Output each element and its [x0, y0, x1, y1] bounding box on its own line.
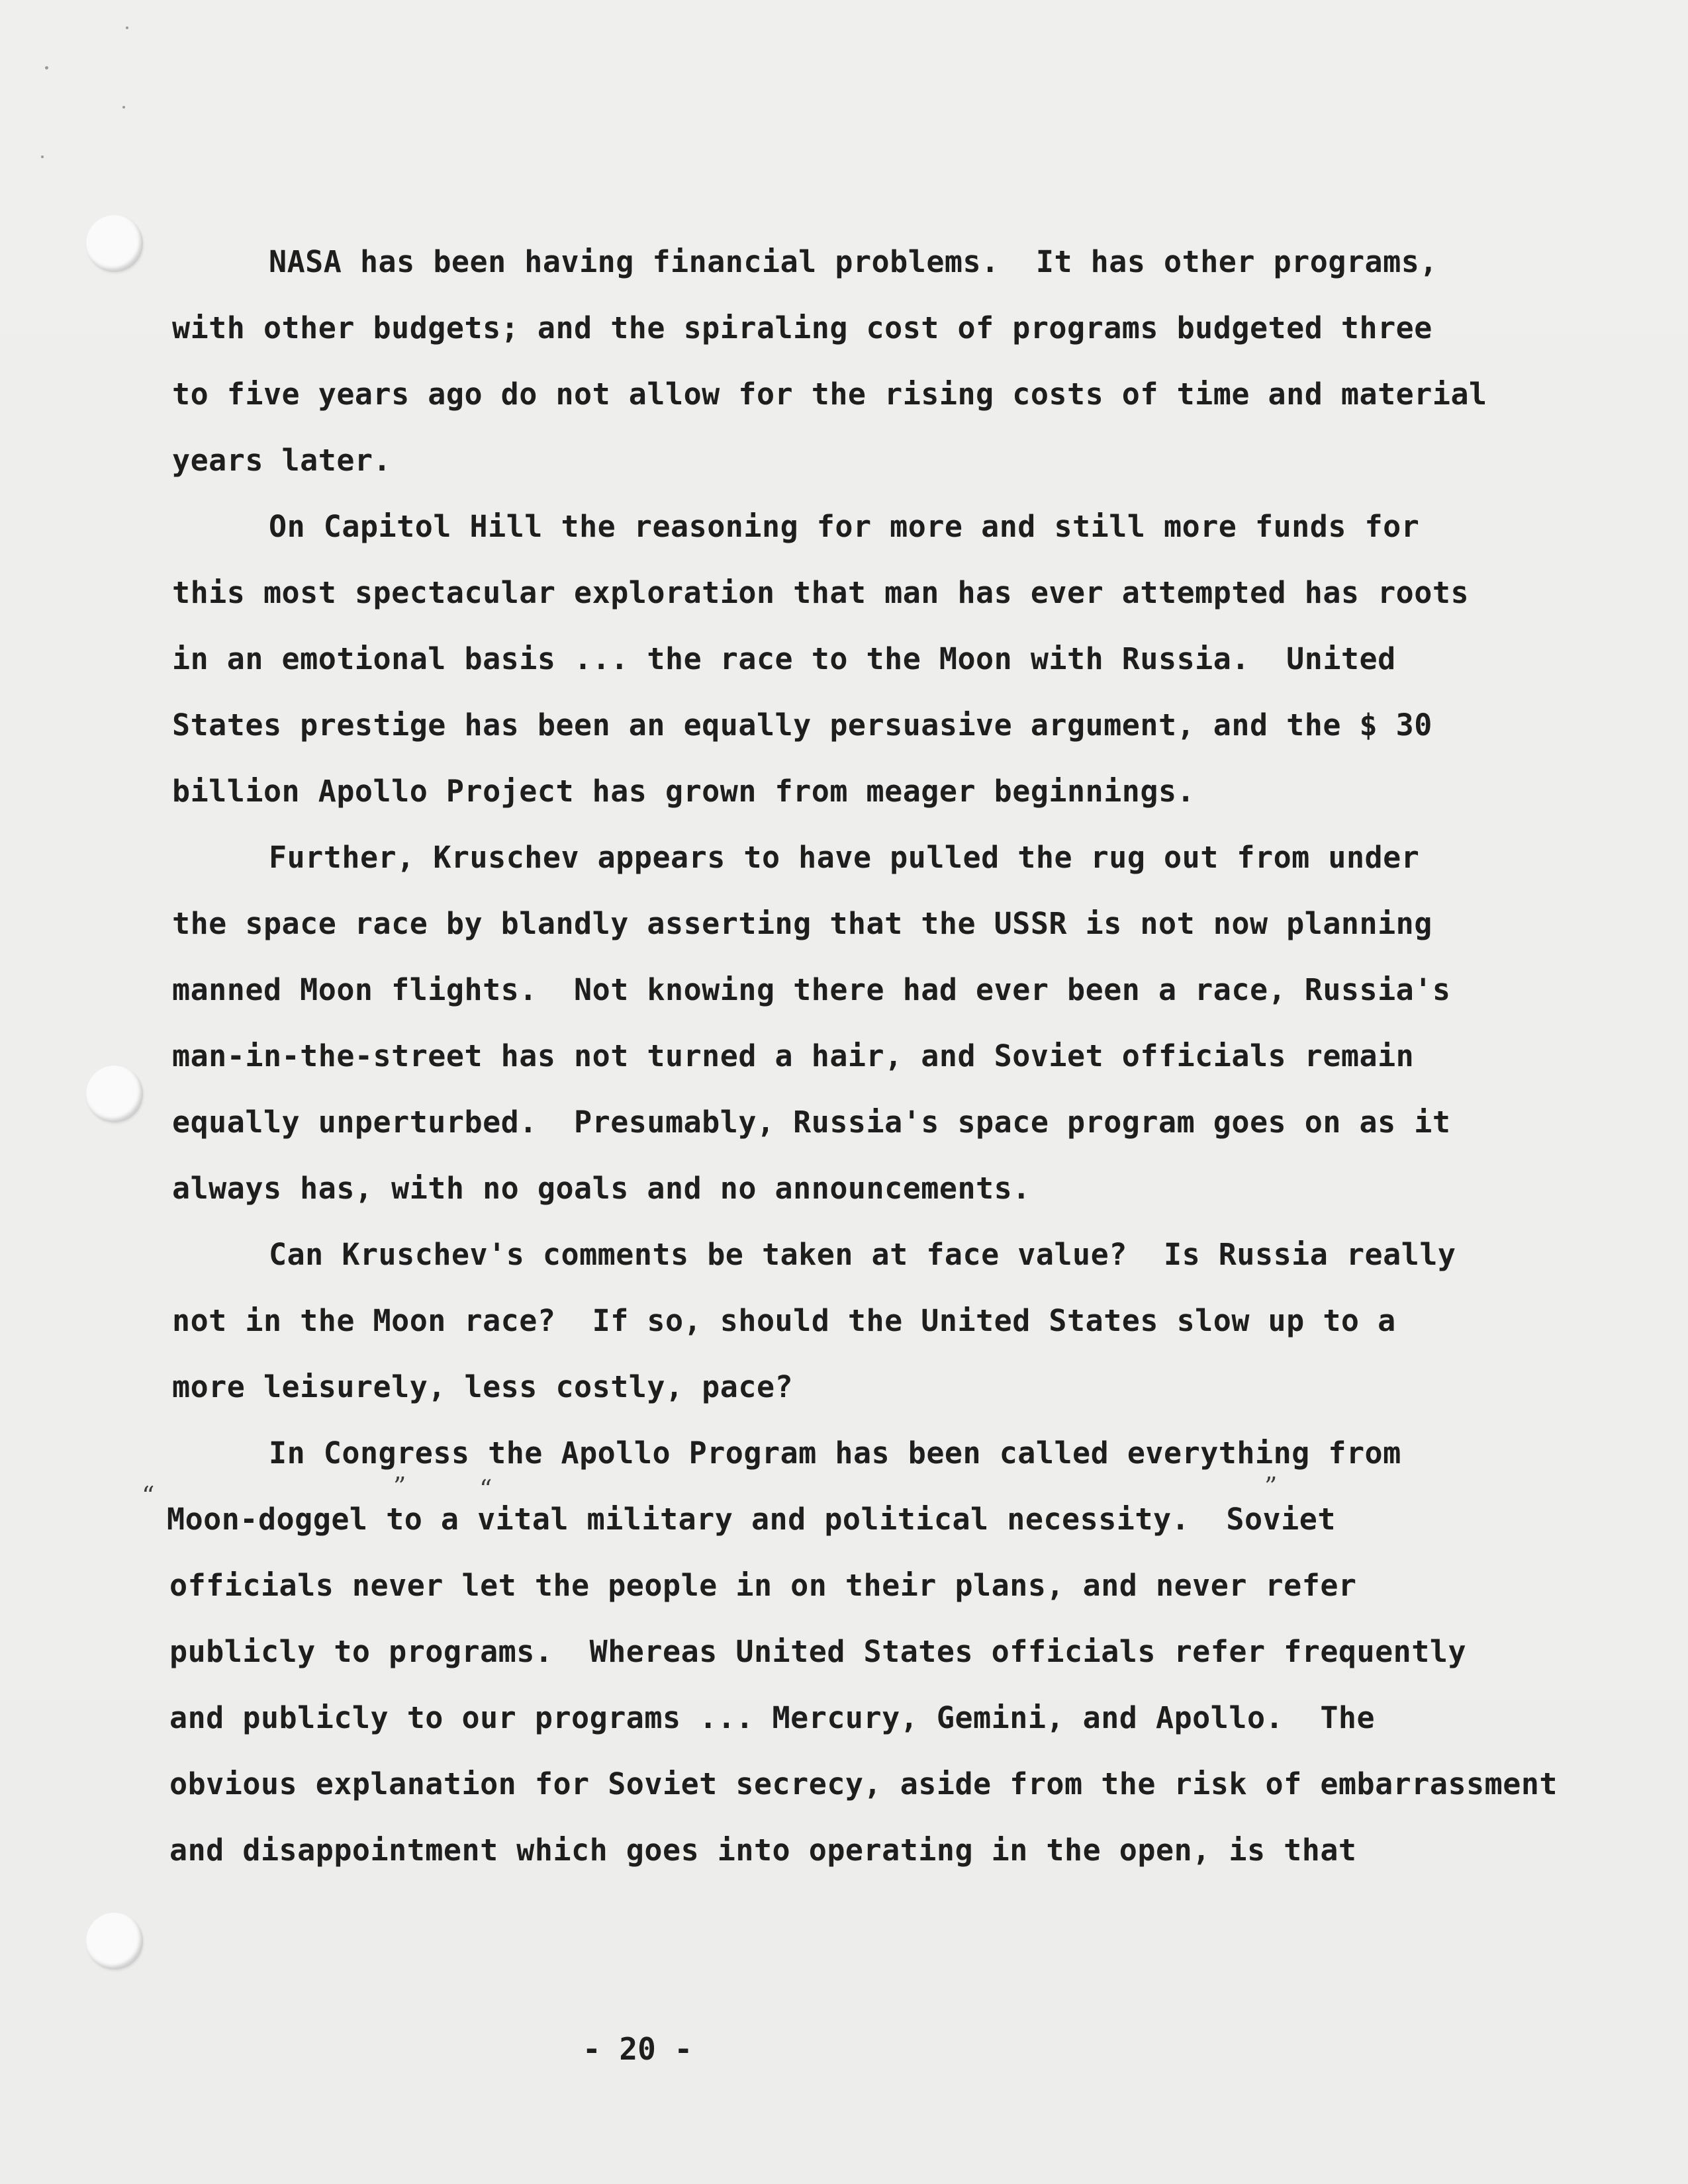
text-line: officials never let the people in on their plans, and never refer — [169, 1568, 1357, 1603]
text-line: years later. — [172, 443, 392, 478]
text-line: obvious explanation for Soviet secrecy, aside from the risk of embarrassment — [169, 1766, 1558, 1801]
punch-hole — [86, 1066, 143, 1122]
text-line: States prestige has been an equally persuasive argument, and the $ 30 — [172, 707, 1432, 743]
text-line: On Capitol Hill the reasoning for more and still more funds for — [269, 509, 1420, 544]
text-line: Further, Kruschev appears to have pulled the rug out from under — [269, 840, 1420, 875]
text-line: equally unperturbed. Presumably, Russia's space program goes on as it — [172, 1105, 1451, 1140]
text-line: this most spectacular exploration that man has ever attempted has roots — [172, 575, 1470, 610]
text-line: not in the Moon race? If so, should the United States slow up to a — [172, 1303, 1396, 1338]
handwritten-quote-mark: “ — [479, 1475, 492, 1504]
scan-speck — [45, 66, 48, 69]
text-line: to five years ago do not allow for the rising costs of time and material — [172, 377, 1487, 412]
text-line: in an emotional basis ... the race to the Moon with Russia. United — [172, 641, 1396, 676]
text-line: and disappointment which goes into operating in the open, is that — [169, 1833, 1357, 1868]
punch-hole — [86, 1913, 143, 1970]
text-line: NASA has been having financial problems. It has other programs, — [269, 244, 1438, 279]
text-line: Moon-doggel to a vital military and political necessity. Soviet — [167, 1502, 1336, 1537]
handwritten-quote-mark: “ — [142, 1481, 155, 1510]
scan-speck — [41, 156, 44, 158]
text-line: Can Kruschev's comments be taken at face value? Is Russia really — [269, 1237, 1456, 1272]
scan-speck — [126, 26, 128, 29]
page-number: - 20 - — [583, 2031, 693, 2067]
text-line: billion Apollo Project has grown from meager beginnings. — [172, 774, 1196, 809]
text-line: publicly to programs. Whereas United States officials refer frequently — [169, 1634, 1467, 1669]
text-line: more leisurely, less costly, pace? — [172, 1369, 794, 1404]
handwritten-quote-mark: ” — [393, 1472, 406, 1501]
text-line: the space race by blandly asserting that the USSR is not now planning — [172, 906, 1432, 941]
text-line: In Congress the Apollo Program has been called everything from — [269, 1435, 1401, 1471]
text-line: man-in-the-street has not turned a hair, and Soviet officials remain — [172, 1038, 1415, 1073]
text-line: with other budgets; and the spiraling cost of programs budgeted three — [172, 310, 1432, 345]
text-line: always has, with no goals and no announcements. — [172, 1171, 1031, 1206]
text-line: manned Moon flights. Not knowing there had ever been a race, Russia's — [172, 972, 1451, 1007]
text-line: and publicly to our programs ... Mercury, Gemini, and Apollo. The — [169, 1700, 1376, 1735]
punch-hole — [86, 215, 143, 272]
handwritten-quote-mark: ” — [1264, 1472, 1278, 1501]
scan-speck — [122, 106, 125, 109]
